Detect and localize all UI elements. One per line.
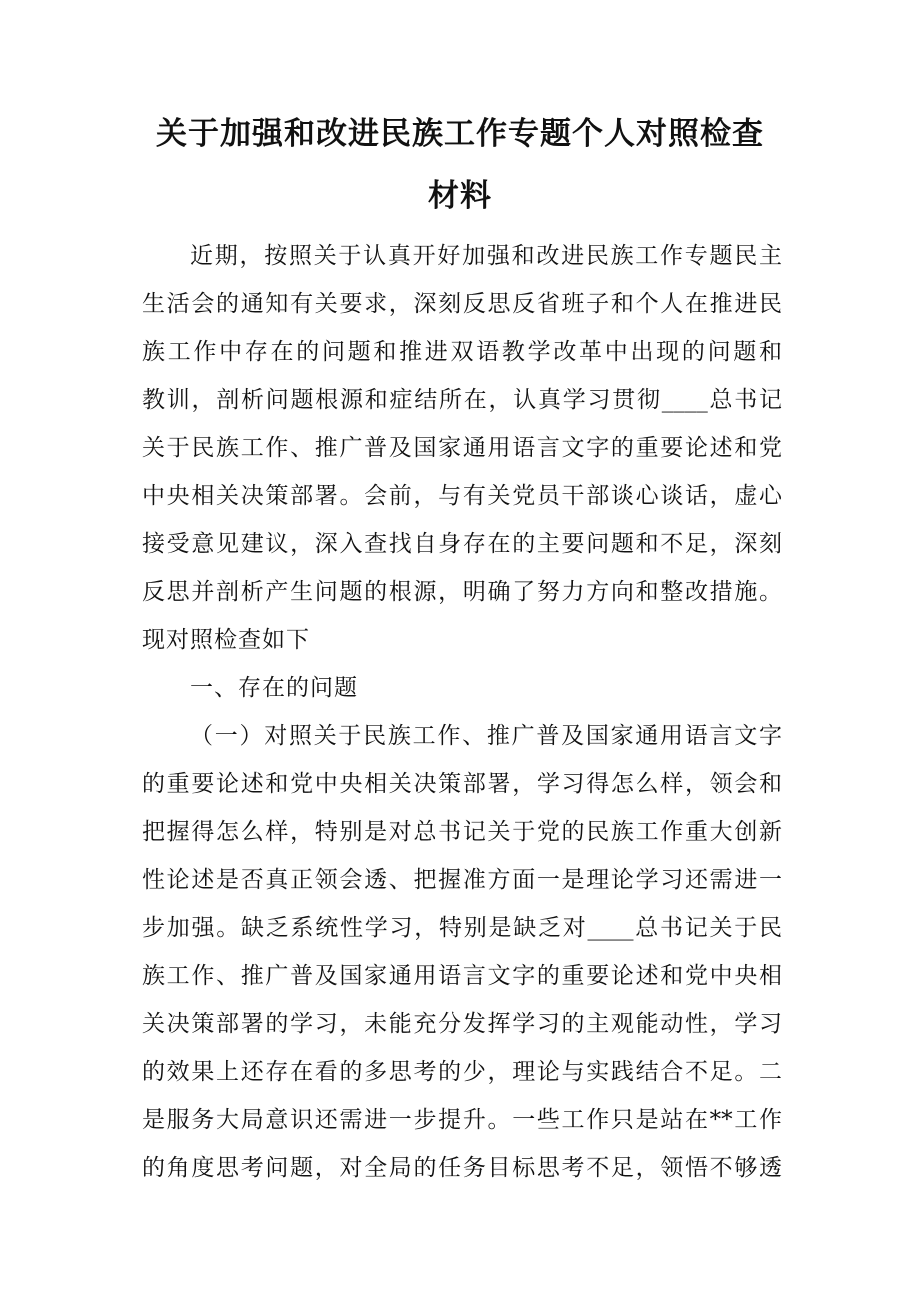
paragraph-line: 现对照检查如下	[142, 627, 310, 653]
paragraph-line: 关决策部署的学习，未能充分发挥学习的主观能动性，学习	[142, 1011, 782, 1037]
paragraph-line: 中央相关决策部署。会前，与有关党员干部谈心谈话，虚心	[142, 483, 782, 509]
paragraph-line: 是服务大局意识还需进一步提升。一些工作只是站在**工作	[142, 1107, 782, 1133]
paragraph-line: 族工作中存在的问题和推进双语教学改革中出现的问题和	[142, 339, 782, 365]
paragraph-line: 的角度思考问题，对全局的任务目标思考不足，领悟不够透	[142, 1155, 782, 1181]
paragraph-line: 的效果上还存在看的多思考的少，理论与实践结合不足。二	[142, 1059, 782, 1085]
paragraph-line: 反思并剖析产生问题的根源，明确了努力方向和整改措施。	[142, 579, 782, 605]
paragraph-line: 性论述是否真正领会透、把握准方面一是理论学习还需进一	[142, 867, 782, 893]
document-title-line-1: 关于加强和改进民族工作专题个人对照检查	[156, 116, 764, 152]
paragraph-line: 关于民族工作、推广普及国家通用语言文字的重要论述和党	[142, 435, 782, 461]
paragraph-line: 接受意见建议，深入查找自身存在的主要问题和不足，深刻	[142, 531, 782, 557]
section-heading: 一、存在的问题	[190, 675, 358, 701]
paragraph-line: 生活会的通知有关要求，深刻反思反省班子和个人在推进民	[142, 291, 782, 317]
paragraph-line: 族工作、推广普及国家通用语言文字的重要论述和党中央相	[142, 963, 782, 989]
paragraph-line: 步加强。缺乏系统性学习，特别是缺乏对____总书记关于民	[142, 915, 782, 941]
paragraph-line: （一）对照关于民族工作、推广普及国家通用语言文字	[190, 723, 782, 749]
paragraph-line: 把握得怎么样，特别是对总书记关于党的民族工作重大创新	[142, 819, 782, 845]
document-title-line-2: 材料	[428, 178, 492, 214]
paragraph-line: 的重要论述和党中央相关决策部署，学习得怎么样，领会和	[142, 771, 782, 797]
paragraph-line: 教训，剖析问题根源和症结所在，认真学习贯彻____总书记	[142, 387, 782, 413]
paragraph-line: 近期，按照关于认真开好加强和改进民族工作专题民主	[190, 243, 782, 269]
